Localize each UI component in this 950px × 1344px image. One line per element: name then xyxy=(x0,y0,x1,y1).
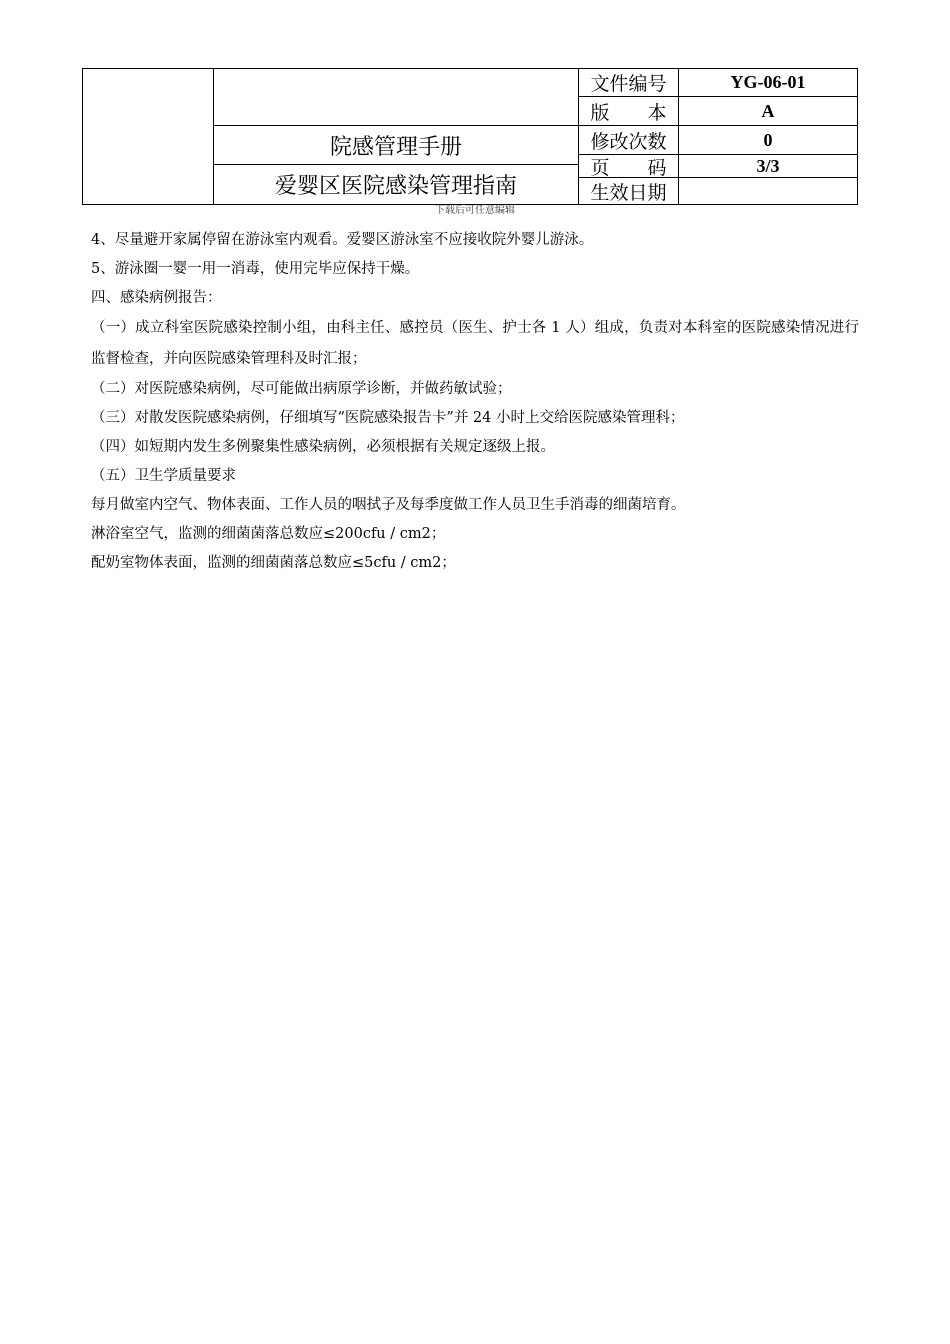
paragraph-swim-room-visitors: 4、尽量避开家属停留在游泳室内观看。爱婴区游泳室不应接收院外婴儿游泳。 xyxy=(91,232,594,248)
manual-title: 院感管理手册 xyxy=(329,134,462,160)
document-body xyxy=(91,226,859,578)
manual-title-cell xyxy=(213,125,579,165)
file-number-label-cell xyxy=(578,68,679,97)
revision-count-value: 0 xyxy=(763,129,773,150)
effective-date-label: 生效日期 xyxy=(590,181,667,204)
download-watermark: 下载后可任意编辑 xyxy=(435,205,515,216)
page-label: 页 码 xyxy=(590,156,667,179)
section-heading-hygiene-quality: （五）卫生学质量要求 xyxy=(91,468,236,484)
section-heading-infection-report: 四、感染病例报告： xyxy=(91,290,222,306)
paragraph-milk-room-surface: 配奶室物体表面，监测的细菌菌落总数应≤5cfu / cm2； xyxy=(91,555,456,571)
version-label-cell xyxy=(578,96,679,126)
paragraph-control-group: （一）成立科室医院感染控制小组，由科主任、感控员（医生、护士各 1 人）组成，负责对本科室的医院感染情况进行监督检查，并向医院感染管理科及时汇报； xyxy=(91,320,859,367)
revision-count-value-cell xyxy=(678,125,858,155)
version-label: 版 本 xyxy=(590,101,667,124)
page-value: 3/3 xyxy=(756,155,780,176)
logo-cell xyxy=(82,68,214,205)
page-label-cell xyxy=(578,154,679,178)
paragraph-etiology-diagnosis: （二）对医院感染病例，尽可能做出病原学诊断，并做药敏试验； xyxy=(91,381,512,397)
revision-count-label: 修改次数 xyxy=(590,130,667,153)
guide-title-cell xyxy=(213,164,579,205)
page-value-cell xyxy=(678,154,858,178)
file-number-value-cell xyxy=(678,68,858,97)
header-blank-cell xyxy=(213,68,579,126)
document-header-table xyxy=(82,68,858,205)
paragraph-monthly-culture: 每月做室内空气、物体表面、工作人员的咽拭子及每季度做工作人员卫生手消毒的细菌培育。 xyxy=(91,497,686,513)
file-number-value: YG-06-01 xyxy=(730,72,806,92)
paragraph-cluster-report: （四）如短期内发生多例聚集性感染病例，必须根据有关规定逐级上报。 xyxy=(91,439,555,455)
guide-title: 爱婴区医院感染管理指南 xyxy=(274,174,517,199)
revision-count-label-cell xyxy=(578,125,679,155)
version-value: A xyxy=(761,100,775,121)
paragraph-shower-room-air: 淋浴室空气，监测的细菌菌落总数应≤200cfu / cm2； xyxy=(91,526,446,542)
version-value-cell xyxy=(678,96,858,126)
file-number-label: 文件编号 xyxy=(590,73,667,95)
effective-date-value-cell xyxy=(678,177,858,205)
effective-date-label-cell xyxy=(578,177,679,205)
paragraph-report-card: （三）对散发医院感染病例，仔细填写“医院感染报告卡”并 24 小时上交给医院感染管理科； xyxy=(91,410,685,426)
paragraph-swim-ring-disinfection: 5、游泳圈一婴一用一消毒，使用完毕应保持干燥。 xyxy=(91,261,420,277)
